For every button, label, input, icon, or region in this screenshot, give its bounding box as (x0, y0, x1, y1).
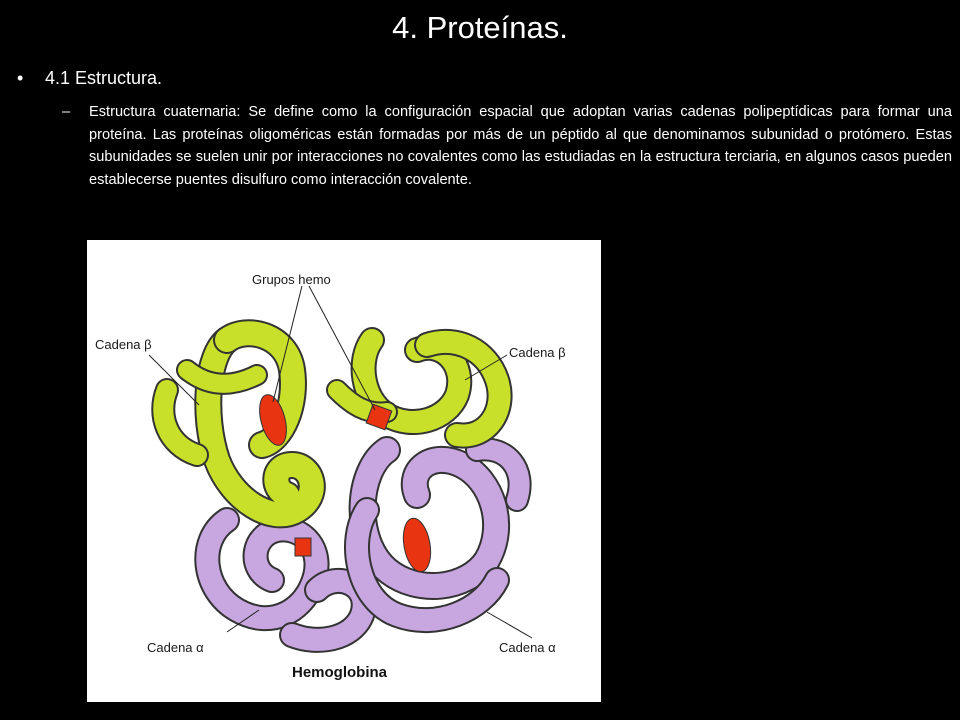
bullet-item (17, 66, 162, 90)
bullet-text: 4.1 Estructura. (45, 68, 163, 88)
label-cadena-beta-left: Cadena β (95, 337, 152, 352)
heme-group-alpha-left (295, 538, 311, 556)
bullet-marker: • (17, 68, 24, 88)
alpha-chain-left (207, 520, 363, 640)
hemoglobin-figure (87, 240, 601, 702)
label-grupos-hemo: Grupos hemo (252, 272, 331, 287)
hemoglobin-diagram (87, 240, 601, 702)
alpha-chain-right (357, 449, 520, 620)
slide-title: 4. Proteínas. (392, 10, 568, 45)
sub-bullet-marker: – (62, 104, 71, 120)
label-cadena-alpha-left: Cadena α (147, 640, 204, 655)
label-cadena-beta-right: Cadena β (509, 345, 566, 360)
beta-chain-left (163, 333, 312, 514)
beta-chain-right (337, 340, 500, 436)
heme-group-alpha-right (400, 516, 435, 574)
sub-bullet-item (62, 101, 952, 191)
label-cadena-alpha-right: Cadena α (499, 640, 556, 655)
sub-bullet-text: Estructura cuaternaria: Se define como la configuración espacial que adoptan varias cadenas polipeptídicas para formar una proteína. Las proteínas oligoméricas están formadas por más de un péptido al que denominamos subunidad o protómero. Estas subunidades se suelen unir por interacciones no covalentes como las estudiadas en la estructura terciaria, en algunos casos pueden establecerse puentes disulfuro como interacción covalente. (89, 104, 952, 188)
figure-caption: Hemoglobina (292, 664, 388, 681)
